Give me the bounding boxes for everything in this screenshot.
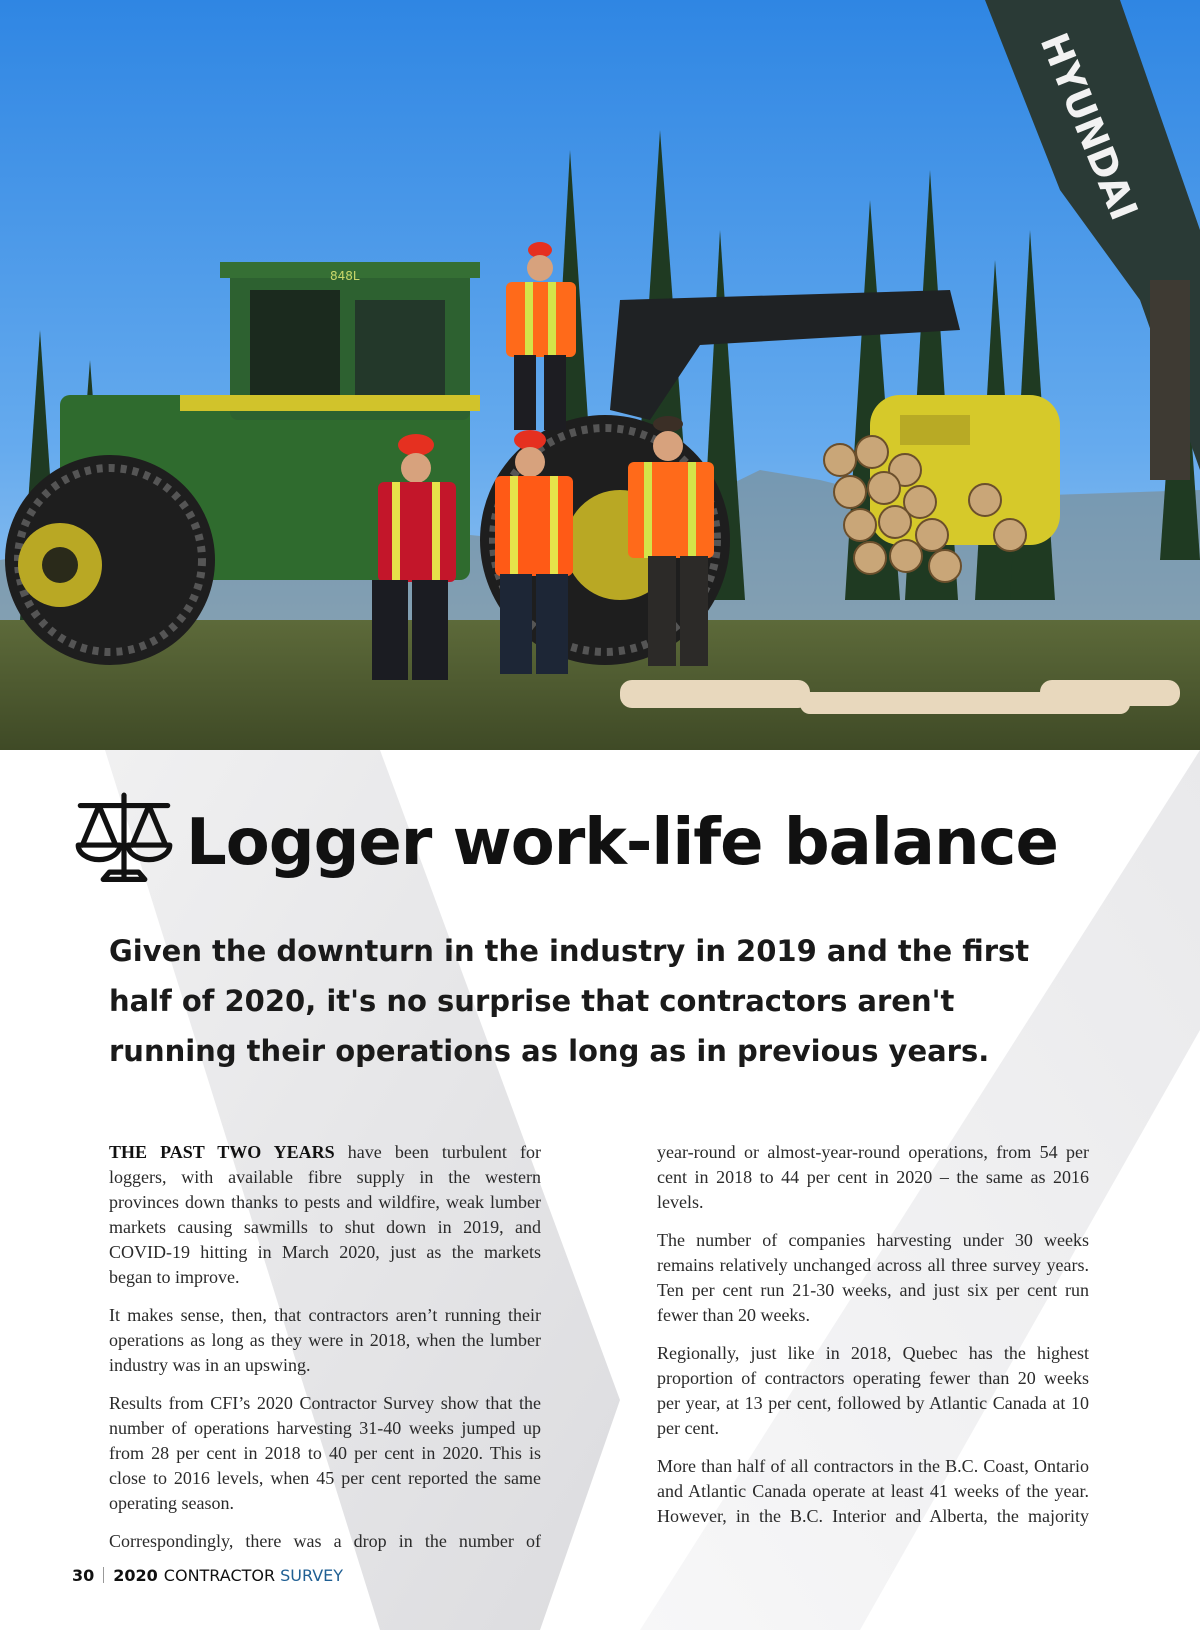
paragraph: It makes sense, then, that contractors aren’t running their operations as long as they were in 2018, when the lumber industry was in an upswing. <box>109 1305 541 1375</box>
paragraph: Correspondingly, there was a drop in the number of <box>109 1531 541 1551</box>
publication-year: 2020 <box>113 1565 158 1585</box>
title-row <box>72 788 1058 898</box>
page-number: 30 <box>72 1565 95 1585</box>
page-footer <box>72 1563 343 1587</box>
paragraph <box>109 1140 541 1290</box>
hero-photo <box>0 0 1200 750</box>
publication-survey: SURVEY <box>280 1565 344 1585</box>
svg-text:HYUNDAI: HYUNDAI <box>1031 26 1147 227</box>
paragraph: More than half of all contractors in the B.C. Coast, Ontario and Atlantic Canada operate at least 41 weeks of the year. However, in the B.C. Interior and Alberta, the majority <box>657 1456 1089 1526</box>
scales-icon <box>72 791 176 895</box>
paragraph: Regionally, just like in 2018, Quebec has the highest proportion of contractors operating fewer than 20 weeks per year, at 13 per cent, followed by Atlantic Canada at 10 per cent. <box>657 1343 1089 1438</box>
paragraph: year-round or almost-year-round operations, from 54 per cent in 2018 to 44 per cent in 2020 – the same as 2016 levels. <box>657 1142 1089 1212</box>
paragraph: The number of companies harvesting under 30 weeks remains relatively unchanged across all three survey years. Ten per cent run 21-30 weeks, and just six per cent run fewer than 20 weeks. <box>657 1230 1089 1325</box>
page-title: Logger work-life balance <box>186 806 1058 880</box>
left-column <box>109 1140 541 1567</box>
svg-text:848L: 848L <box>330 269 360 283</box>
paragraph-text: have been turbulent for loggers, with available fibre supply in the western provinces down thanks to pests and wildfire, weak lumber markets causing sawmills to shut down in 2019, and COVID-19 hitting in March 2020, just as the markets began to improve. <box>109 1142 542 1287</box>
footer-divider <box>103 1567 104 1583</box>
right-column <box>657 1140 1089 1542</box>
lead-in: THE PAST TWO YEARS <box>109 1142 335 1162</box>
paragraph: Results from CFI’s 2020 Contractor Survey show that the number of operations harvesting 31-40 weeks jumped up from 28 per cent in 2018 to 40 per cent in 2020. This is close to 2016 levels, when 45 per cent reported the same operating season. <box>109 1393 541 1513</box>
publication-name: CONTRACTOR <box>163 1565 276 1585</box>
article-deck: Given the downturn in the industry in 2019 and the first half of 2020, it's no surprise that contractors aren't running their operations as long as in previous years. <box>109 934 1030 1068</box>
